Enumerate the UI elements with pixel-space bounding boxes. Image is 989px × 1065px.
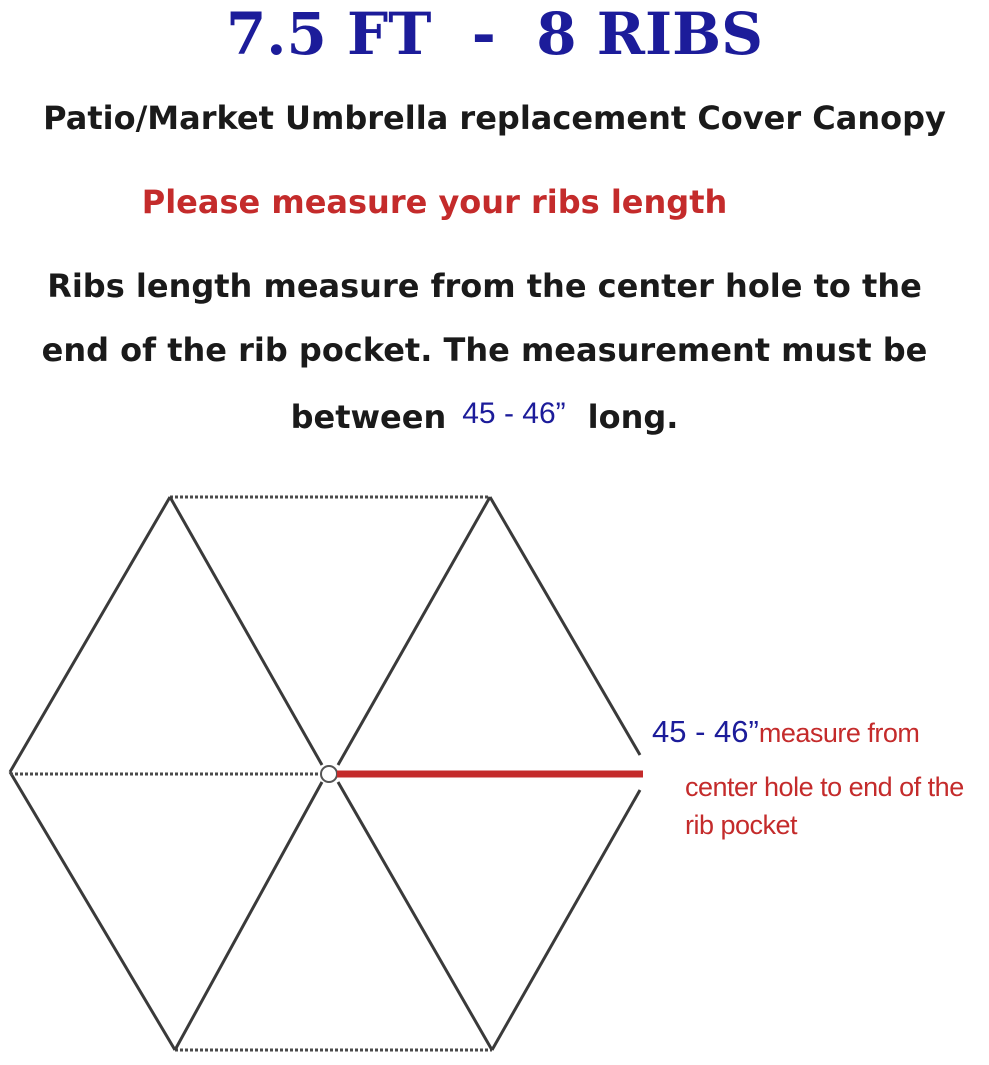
callout-description-rest [685,768,989,844]
instruction-line-1: Ribs length measure from the center hole to the [47,267,922,305]
instruction-measurement-value: 45 - 46” [462,397,566,430]
callout-measurement-value: 45 - 46” [652,714,759,749]
rib-upper-left [170,497,322,765]
rib-upper-right [338,497,490,765]
canopy-edge-lower-left [10,772,175,1050]
measurement-instructions [0,264,969,456]
measure-notice: Please measure your ribs length [141,183,728,221]
instruction-long-text: long. [587,398,679,436]
rib-lower-left [175,782,322,1050]
instruction-line-2: end of the rib pocket. The measurement must be [41,331,928,369]
rib-lower-right [338,782,492,1050]
canopy-edge-upper-right [490,497,640,755]
center-hole [321,766,337,782]
callout-description-first: measure from [758,718,920,748]
page-title: 7.5 FT - 8 RIBS [225,0,764,68]
instruction-between-text: between [290,398,447,436]
measurement-callout [652,714,964,840]
canopy-edge-upper-left [10,497,170,772]
product-subtitle: Patio/Market Umbrella replacement Cover Canopy [43,99,946,137]
instruction-line-3 [0,392,969,456]
canopy-edge-lower-right [492,790,640,1050]
callout-description-line-2: center hole to end of the [685,772,964,802]
callout-description-line-3: rib pocket [685,810,798,840]
